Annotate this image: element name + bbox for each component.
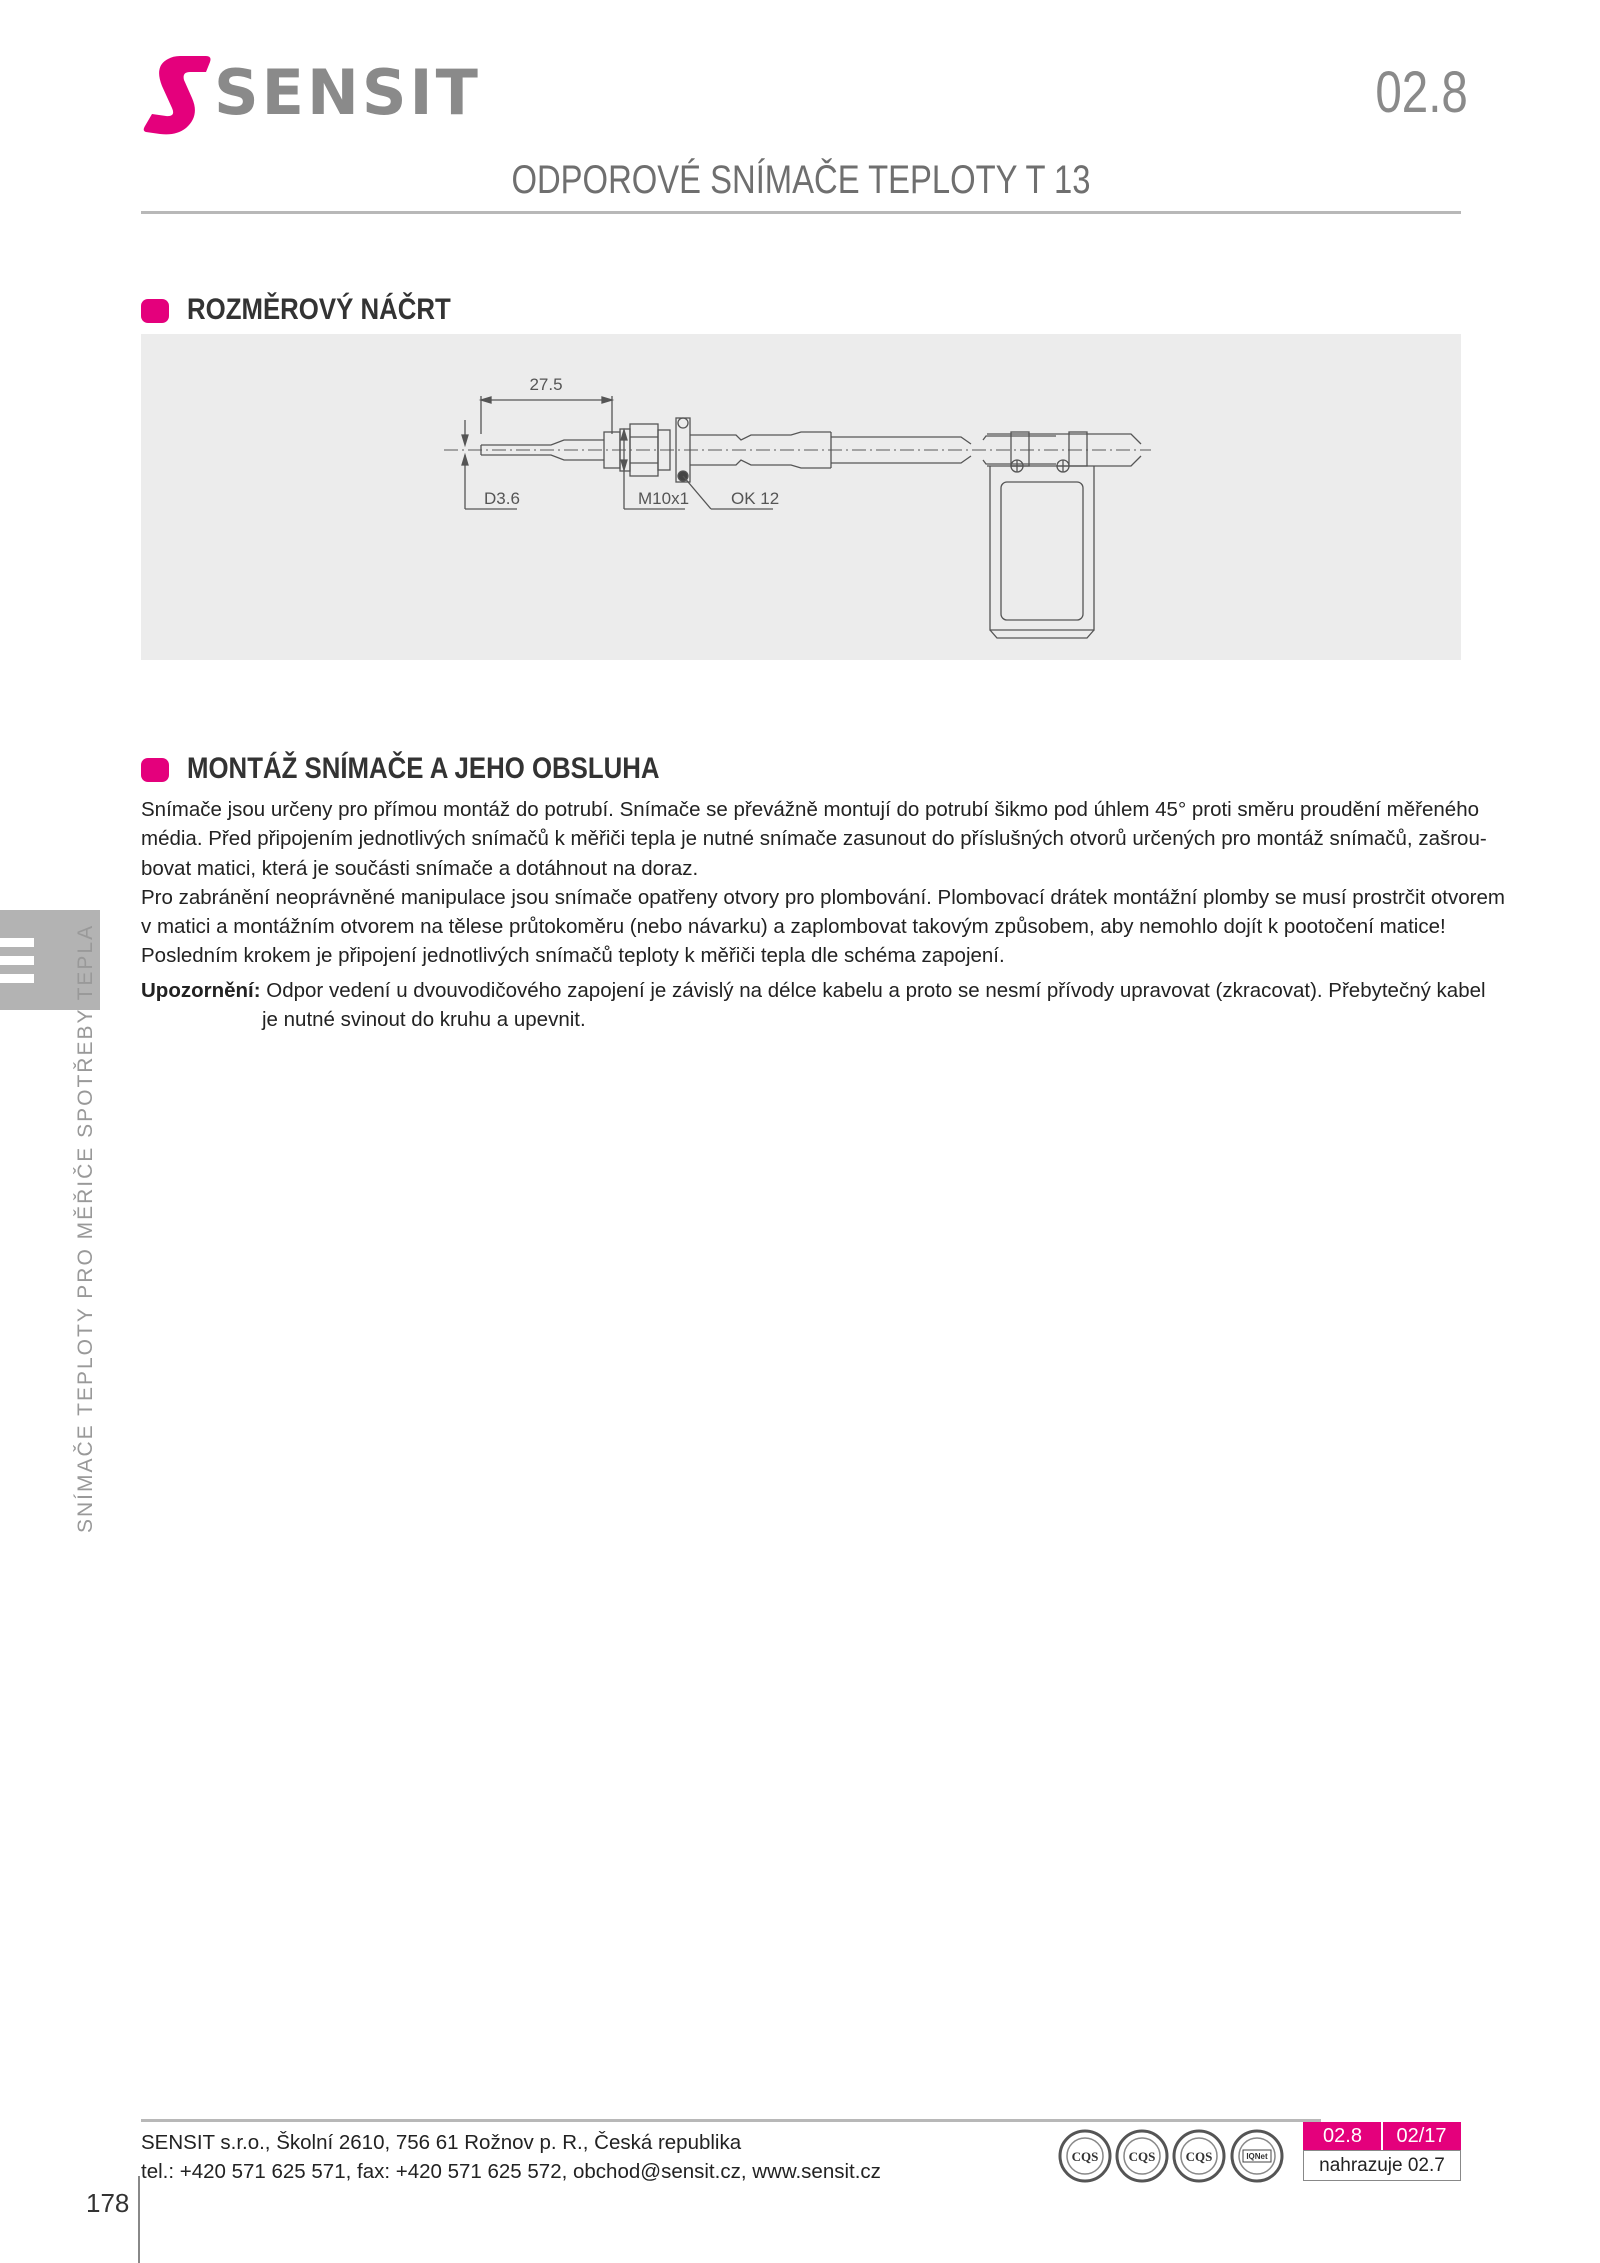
tab-line (0, 974, 34, 983)
paragraph-line: Snímače jsou určeny pro přímou montáž do potrubí. Snímače se převážně montují do potrubí šikmo pod úhlem 45° proti směru proudění měřeného (141, 798, 1479, 821)
page-number-divider (138, 2176, 140, 2263)
warning-label: Upozornění: (141, 979, 261, 1002)
dim-wrench-label: OK 12 (731, 489, 780, 508)
sensor-drawing-svg (141, 334, 1461, 660)
warning-note (141, 976, 1486, 1035)
mounting-text (141, 795, 1505, 971)
paragraph-line: v matici a montážním otvorem na tělese průtokoměru (nebo návarku) a zaplombovat takovým způsobem, aby nemohlo dojít k pootočení matice! (141, 915, 1446, 939)
paragraph-line: Pro zabránění neoprávněné manipulace jsou snímače opatřeny otvory pro plombování. Plombovací drátek montážní plomby se musí prostrčit otvorem (141, 885, 1505, 909)
dim-thread-label: M10x1 (638, 489, 690, 508)
page-code: 02.8 (1375, 60, 1468, 125)
dim-length-label: 27.5 (529, 375, 563, 394)
page-title: ODPOROVÉ SNÍMAČE TEPLOTY T 13 (511, 158, 1091, 202)
cqs-certificate-icon (1117, 2131, 1167, 2181)
revision-badge (1303, 2122, 1461, 2182)
brand-name: SENSIT (214, 56, 481, 129)
cert-label: CQS (1185, 2149, 1213, 2164)
cqs-certificate-icon (1060, 2131, 1110, 2181)
page-number: 178 (86, 2188, 130, 2218)
header-divider (141, 211, 1461, 214)
paragraph-line: média. Před připojením jednotlivých snímačů k měřiči tepla je nutné snímače zasunout do příslušných otvorů určených pro montáž snímačů, zašrou- (141, 827, 1487, 851)
cert-label: CQS (1128, 2149, 1156, 2164)
dim-diameter-label: D3.6 (484, 489, 520, 508)
badge-date: 02/17 (1396, 2125, 1447, 2147)
company-info (141, 2128, 881, 2186)
company-contact: tel.: +420 571 625 571, fax: +420 571 625 572, obchod@sensit.cz, www.sensit.cz (141, 2160, 881, 2183)
cert-label: CQS (1071, 2149, 1099, 2164)
badge-code: 02.8 (1323, 2125, 1362, 2147)
company-address: SENSIT s.r.o., Školní 2610, 756 61 Rožnov p. R., Česká republika (141, 2131, 742, 2154)
paragraph-line: Posledním krokem je připojení jednotlivých snímačů teploty k měřiči tepla dle schéma zapojení. (141, 944, 1005, 968)
section-heading-label: MONTÁŽ SNÍMAČE A JEHO OBSLUHA (187, 752, 660, 785)
cqs-certificate-icon (1174, 2131, 1224, 2181)
warning-text-line2: je nutné svinout do kruhu a upevnit. (262, 1008, 586, 1032)
bullet-icon (141, 299, 169, 323)
warning-text-line1: Odpor vedení u dvouvodičového zapojení je závislý na délce kabelu a proto se nesmí přívody upravovat (zkracovat). Přebytečný kabel (260, 979, 1486, 1002)
badge-replaces: nahrazuje 02.7 (1303, 2150, 1461, 2181)
bullet-icon (141, 758, 169, 782)
footer-divider (141, 2119, 1321, 2122)
paragraph-line: bovat matici, která je součásti snímače a dotáhnout na doraz. (141, 856, 699, 880)
certification-logos (1058, 2128, 1286, 2184)
tab-line (0, 956, 34, 965)
tab-line (0, 938, 34, 947)
section-heading-label: ROZMĚROVÝ NÁČRT (187, 293, 451, 326)
iqnet-certificate-icon (1232, 2131, 1282, 2181)
dimension-drawing (141, 334, 1461, 660)
side-chapter-title: SNÍMAČE TEPLOTY PRO MĚŘIČE SPOTŘEBY TEPLA (74, 923, 97, 1533)
cert-label: IQNet (1246, 2152, 1268, 2161)
